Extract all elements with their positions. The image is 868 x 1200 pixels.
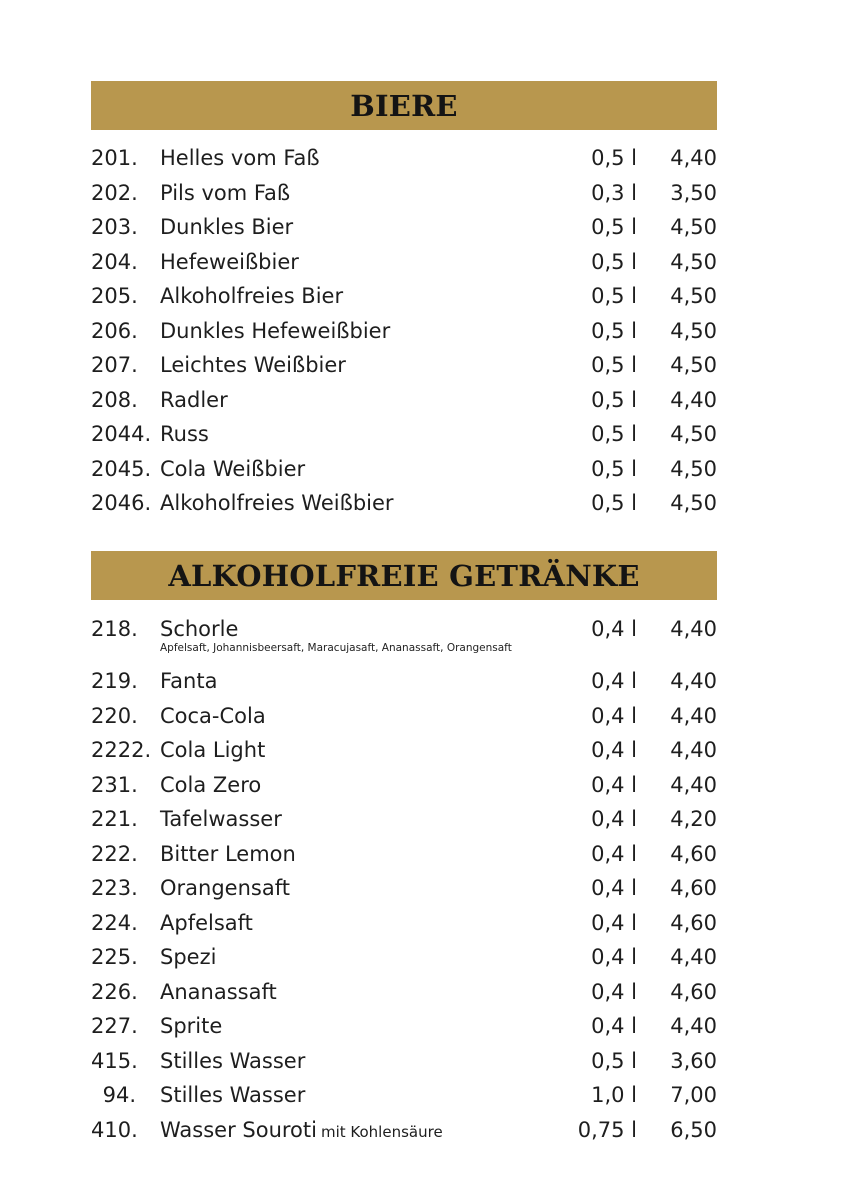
menu-item — [0, 314, 868, 349]
item-name-text: Stilles Wasser — [160, 1048, 306, 1073]
item-number: 225. — [91, 945, 138, 969]
item-volume: 0,5 l — [591, 491, 637, 515]
item-name — [160, 245, 299, 280]
menu-item — [0, 279, 868, 314]
item-price: 3,60 — [670, 1048, 717, 1073]
item-name-text: Leichtes Weißbier — [160, 353, 346, 377]
item-name — [160, 940, 216, 975]
item-number: 227. — [91, 1014, 138, 1038]
item-note: mit Kohlensäure — [320, 1122, 443, 1141]
item-name — [160, 768, 261, 803]
item-price: 4,20 — [670, 807, 717, 831]
menu-item — [0, 1044, 868, 1079]
item-volume: 0,5 l — [591, 1048, 637, 1073]
item-volume: 0,4 l — [591, 841, 637, 866]
menu-item — [0, 245, 868, 280]
item-name — [160, 871, 290, 906]
item-price: 4,50 — [670, 353, 717, 377]
item-volume: 0,4 l — [591, 772, 637, 797]
item-price: 4,40 — [670, 772, 717, 797]
item-name — [160, 837, 296, 872]
menu-item — [0, 210, 868, 245]
item-price: 6,50 — [670, 1117, 717, 1142]
item-name-text: Wasser Souroti — [160, 1117, 317, 1142]
item-name-text: Spezi — [160, 945, 217, 969]
item-number: 220. — [91, 703, 138, 728]
item-name — [160, 176, 290, 211]
item-number: 2046. — [91, 491, 152, 515]
menu-item — [0, 802, 868, 837]
item-volume: 0,4 l — [591, 617, 637, 641]
item-price: 4,50 — [670, 284, 717, 308]
item-name-text: Ananassaft — [160, 979, 277, 1004]
item-price: 4,50 — [670, 491, 717, 515]
menu-list-biere — [0, 141, 868, 521]
item-name — [160, 664, 217, 699]
item-volume: 0,4 l — [591, 945, 637, 969]
item-price: 4,50 — [670, 456, 717, 481]
menu-item — [0, 699, 868, 734]
item-volume: 0,5 l — [591, 284, 637, 308]
item-name-text: Dunkles Bier — [160, 215, 294, 239]
item-number: 204. — [91, 249, 138, 274]
menu-item — [0, 486, 868, 521]
item-price: 3,50 — [670, 180, 717, 205]
item-number: 224. — [91, 910, 138, 935]
item-number: 231. — [91, 772, 138, 797]
item-name-text: Dunkles Hefeweißbier — [160, 318, 391, 343]
item-name — [160, 279, 343, 314]
item-name-text: Radler — [160, 387, 228, 412]
item-price: 4,40 — [670, 617, 717, 641]
menu-item — [0, 871, 868, 906]
item-name — [160, 802, 282, 837]
item-name — [160, 906, 253, 941]
menu-item — [0, 664, 868, 699]
section-title: BIERE — [350, 88, 458, 123]
item-name-text: Russ — [160, 422, 209, 446]
item-name-text: Orangensaft — [160, 876, 290, 900]
item-name — [160, 452, 305, 487]
item-name-text: Alkoholfreies Weißbier — [160, 491, 394, 515]
item-name-text: Sprite — [160, 1014, 223, 1038]
item-price: 4,50 — [670, 422, 717, 446]
item-number: 2044. — [91, 422, 152, 446]
item-volume: 0,5 l — [591, 215, 637, 239]
item-name-text: Stilles Wasser — [160, 1083, 306, 1107]
section-header-alkoholfreie-getraenke — [91, 551, 717, 600]
item-name — [160, 1044, 305, 1079]
item-name — [160, 699, 266, 734]
item-volume: 0,5 l — [591, 318, 637, 343]
item-price: 7,00 — [670, 1083, 717, 1107]
item-price: 4,60 — [670, 841, 717, 866]
item-name — [160, 210, 293, 245]
item-name — [160, 486, 394, 521]
item-volume: 0,4 l — [591, 876, 637, 900]
item-name-text: Pils vom Faß — [160, 180, 291, 205]
item-number: 208. — [91, 387, 138, 412]
item-volume: 0,5 l — [591, 353, 637, 377]
item-price: 4,40 — [670, 703, 717, 728]
item-volume: 0,75 l — [577, 1117, 637, 1142]
item-number: 2222. — [91, 738, 152, 762]
item-number: 202. — [91, 180, 138, 205]
item-name-text: Alkoholfreies Bier — [160, 284, 344, 308]
item-number: 226. — [91, 979, 138, 1004]
item-number: 206. — [91, 318, 138, 343]
item-name-text: Fanta — [160, 669, 218, 693]
item-price: 4,60 — [670, 910, 717, 935]
menu-item — [0, 452, 868, 487]
menu-item — [0, 768, 868, 803]
item-volume: 0,5 l — [591, 249, 637, 274]
item-volume: 0,5 l — [591, 422, 637, 446]
menu-item — [0, 837, 868, 872]
item-name — [160, 733, 265, 768]
item-volume: 0,5 l — [591, 146, 637, 170]
item-number: 222. — [91, 841, 138, 866]
item-price: 4,60 — [670, 979, 717, 1004]
item-number: 207. — [91, 353, 138, 377]
item-volume: 0,4 l — [591, 738, 637, 762]
item-volume: 0,5 l — [591, 456, 637, 481]
item-volume: 0,4 l — [591, 703, 637, 728]
item-volume: 0,4 l — [591, 807, 637, 831]
item-price: 4,50 — [670, 318, 717, 343]
menu-list-alkoholfreie-getraenke — [0, 612, 868, 1147]
item-price: 4,40 — [670, 738, 717, 762]
item-price: 4,40 — [670, 669, 717, 693]
item-name — [160, 141, 320, 176]
item-volume: 0,5 l — [591, 387, 637, 412]
menu-item — [0, 906, 868, 941]
menu-item — [0, 141, 868, 176]
item-number: 415. — [91, 1048, 138, 1073]
item-number: 203. — [91, 215, 138, 239]
item-name-text: Tafelwasser — [160, 807, 282, 831]
menu-item — [0, 383, 868, 418]
item-name-text: Coca-Cola — [160, 703, 266, 728]
item-name — [160, 314, 390, 349]
item-name — [160, 975, 277, 1010]
item-price: 4,40 — [670, 146, 717, 170]
item-name — [160, 1113, 443, 1150]
menu-item — [0, 975, 868, 1010]
item-number: 94. — [102, 1083, 136, 1107]
item-name — [160, 417, 209, 452]
item-name — [160, 1009, 222, 1044]
menu-item — [0, 612, 868, 664]
item-name — [160, 1078, 305, 1113]
item-name-text: Cola Weißbier — [160, 456, 306, 481]
item-name-text: Cola Light — [160, 738, 266, 762]
item-price: 4,40 — [670, 1014, 717, 1038]
item-name-text: Bitter Lemon — [160, 841, 296, 866]
menu-item — [0, 1113, 868, 1148]
menu-item — [0, 940, 868, 975]
section-header-biere — [91, 81, 717, 130]
item-volume: 1,0 l — [591, 1083, 637, 1107]
item-number: 221. — [91, 807, 138, 831]
item-number: 205. — [91, 284, 138, 308]
item-name — [160, 348, 346, 383]
item-price: 4,40 — [670, 945, 717, 969]
item-price: 4,60 — [670, 876, 717, 900]
item-number: 410. — [91, 1117, 138, 1142]
menu-item — [0, 417, 868, 452]
item-name-text: Schorle — [160, 617, 239, 641]
item-volume: 0,4 l — [591, 669, 637, 693]
item-number: 219. — [91, 669, 138, 693]
item-number: 2045. — [91, 456, 152, 481]
item-name — [160, 383, 228, 418]
menu-item — [0, 1009, 868, 1044]
item-name-text: Helles vom Faß — [160, 146, 320, 170]
item-name-text: Apfelsaft — [160, 910, 253, 935]
menu-item — [0, 348, 868, 383]
item-name-text: Cola Zero — [160, 772, 262, 797]
menu-item — [0, 176, 868, 211]
item-volume: 0,3 l — [591, 180, 637, 205]
section-title: ALKOHOLFREIE GETRÄNKE — [168, 558, 640, 593]
item-volume: 0,4 l — [591, 910, 637, 935]
item-price: 4,40 — [670, 387, 717, 412]
item-number: 218. — [91, 617, 138, 641]
item-description: Apfelsaft, Johannisbeersaft, Maracujasaft, Ananassaft, Orangensaft — [160, 642, 512, 654]
item-volume: 0,4 l — [591, 979, 637, 1004]
item-price: 4,50 — [670, 249, 717, 274]
item-volume: 0,4 l — [591, 1014, 637, 1038]
menu-item — [0, 1078, 868, 1113]
item-number: 223. — [91, 876, 138, 900]
item-price: 4,50 — [670, 215, 717, 239]
item-name-text: Hefeweißbier — [160, 249, 299, 274]
item-number: 201. — [91, 146, 138, 170]
menu-item — [0, 733, 868, 768]
